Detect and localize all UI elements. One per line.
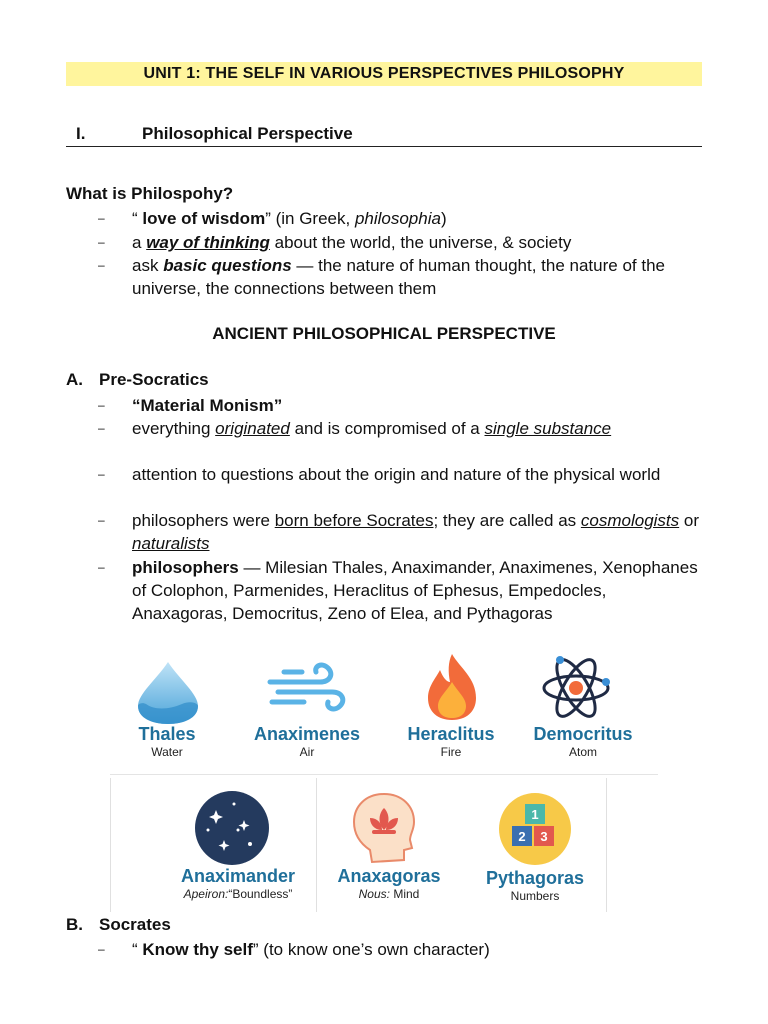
head-lotus-icon [350, 790, 420, 864]
section-number: I. [76, 124, 86, 143]
dash-marker: – [98, 467, 105, 481]
panel-border [316, 778, 317, 912]
ancient-heading: ANCIENT PHILOSOPHICAL PERSPECTIVE [212, 324, 556, 343]
bullet-text: ask basic questions — the nature of human thought, the nature of the universe, the connections between them [132, 256, 665, 298]
block-number: 2 [518, 829, 526, 844]
starry-sky-icon [194, 790, 270, 866]
philosopher-element: Atom [568, 745, 597, 759]
section-heading [66, 122, 702, 147]
panel-border [110, 778, 111, 912]
philosopher-element: Apeiron:“Boundless” [183, 887, 293, 901]
dash-marker: – [98, 560, 105, 574]
heading-name: Socrates [99, 915, 171, 934]
block-number: 1 [531, 807, 539, 822]
water-drop-icon [132, 660, 204, 724]
dash-marker: – [98, 258, 105, 272]
philosopher-name: Anaximander [180, 866, 296, 886]
wind-icon [268, 660, 348, 716]
dash-marker: – [98, 398, 105, 412]
block-number: 3 [540, 829, 548, 844]
dash-marker: – [98, 235, 105, 249]
section-title: Philosophical Perspective [142, 124, 353, 143]
dash-marker: – [98, 211, 105, 225]
heading-letter: A. [66, 370, 83, 389]
question-heading: What is Philospohy? [66, 184, 234, 203]
philosopher-name: Anaximenes [253, 724, 361, 744]
philosopher-name: Anaxagoras [337, 866, 441, 886]
heading-name: Pre-Socratics [99, 370, 209, 389]
thales-card [112, 724, 222, 759]
philosopher-element: Numbers [510, 889, 560, 903]
bullet-text: “ love of wisdom” (in Greek, philosophia) [132, 209, 447, 228]
number-blocks-icon [498, 792, 572, 866]
bullet-text: philosophers were born before Socrates; they are called as cosmologists or naturalists [132, 511, 699, 553]
democritus-card [516, 724, 650, 759]
bullet-text: a way of thinking about the world, the universe, & society [132, 233, 572, 252]
philosopher-element: Nous: Mind [358, 887, 420, 901]
panel-border [606, 778, 607, 912]
anaxagoras-card [320, 866, 458, 901]
atom-icon [540, 652, 612, 724]
heading-letter: B. [66, 915, 83, 934]
philosopher-element: Fire [440, 745, 462, 759]
anaximenes-card [236, 724, 378, 759]
philosopher-element: Water [151, 745, 183, 759]
bullet-text: everything originated and is compromised of a single substance [132, 419, 612, 438]
dash-marker: – [98, 513, 105, 527]
pythagoras-card [466, 868, 604, 903]
dash-marker: – [98, 421, 105, 435]
philosopher-element: Air [299, 745, 315, 759]
philosopher-name: Thales [138, 724, 196, 744]
unit-title-banner: UNIT 1: THE SELF IN VARIOUS PERSPECTIVES PHILOSOPHY [66, 62, 702, 86]
bullet-text: attention to questions about the origin and nature of the physical world [132, 465, 661, 484]
bullet-text: “ Know thy self” (to know one’s own character) [132, 940, 490, 959]
anaximander-card [164, 866, 312, 901]
heraclitus-card [392, 724, 510, 759]
flame-icon [424, 652, 480, 722]
infographic-divider [110, 774, 658, 775]
dash-marker: – [98, 942, 105, 956]
philosopher-name: Democritus [533, 724, 633, 744]
philosopher-name: Heraclitus [407, 724, 495, 744]
bullet-text: philosophers — Milesian Thales, Anaximander, Anaximenes, Xenophanes of Colophon, Parmenides, Heraclitus of Ephesus, Empedocles, Anaxagoras, Democritus, Zeno of Elea, and Pythagoras [132, 558, 698, 623]
bullet-text: “Material Monism” [132, 396, 283, 415]
philosopher-name: Pythagoras [485, 868, 585, 888]
